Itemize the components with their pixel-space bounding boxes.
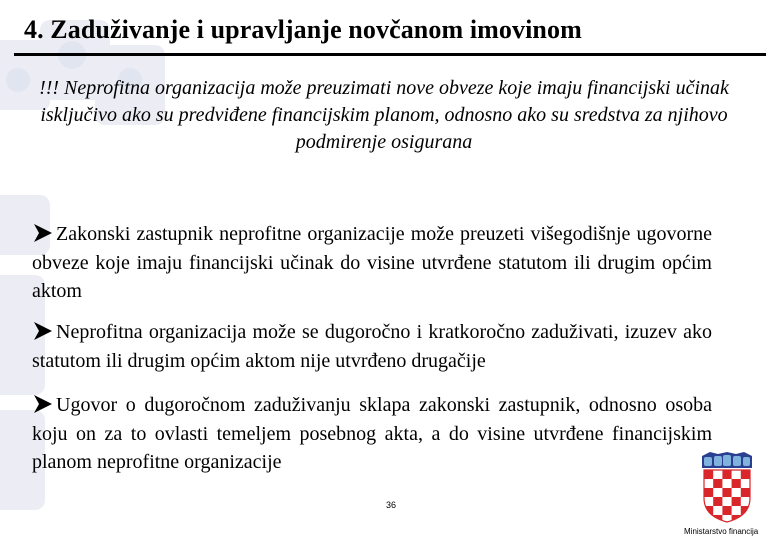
warning-note: !!! Neprofitna organizacija može preuzimati nove obveze koje imaju financijski učinak isključivo ako su predviđene financijskim planom, odnosno ako su sredstva za njihovo podmirenje osigurana — [39, 77, 729, 153]
slide-title: 4. Zaduživanje i upravljanje novčanom imovinom — [24, 15, 582, 44]
bullet-item — [32, 391, 712, 477]
ministry-label: Ministarstvo financija — [684, 527, 759, 536]
bullet-text: Zakonski zastupnik neprofitne organizacije može preuzeti višegodišnje ugovorne obveze koje imaju financijski učinak do visine utvrđene statutom ili drugim općim aktom — [32, 223, 712, 302]
bullet-arrow-icon — [32, 220, 56, 249]
bullet-arrow-icon — [32, 391, 56, 420]
bullet-item — [32, 220, 712, 306]
title-underline — [14, 53, 766, 56]
bullet-item — [32, 318, 712, 375]
croatian-coat-of-arms-icon — [698, 452, 756, 524]
bullet-text: Ugovor o dugoročnom zaduživanju sklapa zakonski zastupnik, odnosno osoba koju on za to ovlasti temeljem posebnog akta, a do visine utvrđene financijskim planom neprofitne organizacije — [32, 394, 712, 473]
page-number: 36 — [386, 500, 397, 510]
bullet-text: Neprofitna organizacija može se dugoročno i kratkoročno zaduživati, izuzev ako statutom ili drugim općim aktom nije utvrđeno drugačije — [32, 321, 712, 372]
bullet-arrow-icon — [32, 318, 56, 347]
